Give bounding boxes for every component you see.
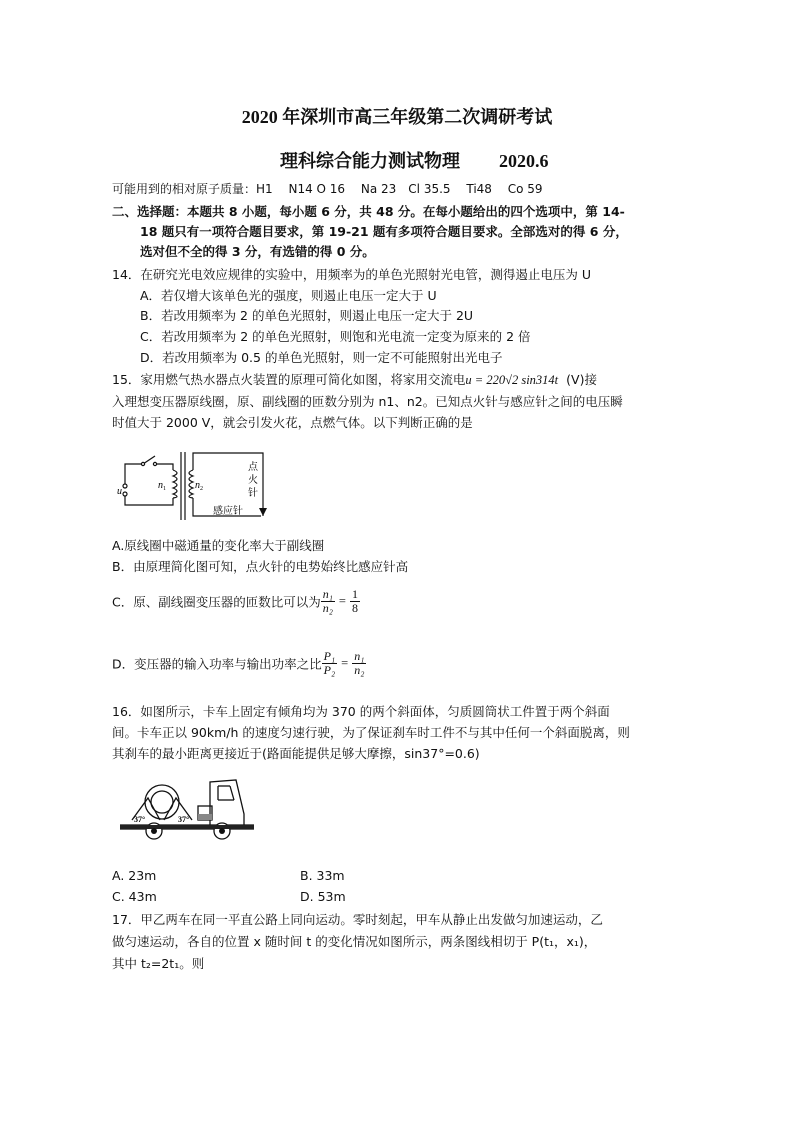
section-instruction-line2: 18 题只有一项符合题目要求，第 19-21 题有多项符合题目要求。全部选对的得 6 分， — [140, 224, 628, 239]
q15-option-d — [112, 650, 366, 677]
q14-stem: 14．在研究光电效应规律的实验中，用频率为的单色光照射光电管，测得遏止电压为 U — [112, 267, 592, 282]
q15-option-c — [112, 588, 360, 615]
q15-option-d-text: D．变压器的输入功率与输出功率之比 — [112, 656, 322, 672]
q15-option-c-equals: = — [338, 594, 346, 608]
section-instruction-line1: 二、选择题：本题共 8 小题，每小题 6 分，共 48 分。在每小题给出的四个选项中，第 14- — [112, 204, 625, 219]
figure-label-ignite-1: 点 — [248, 462, 258, 473]
q16-stem-line2: 间。卡车正以 90km/h 的速度匀速行驶，为了保证刹车时工件不与其中任何一个斜面脱离，则 — [112, 725, 630, 740]
q15-stem-b: (V)接 — [566, 372, 597, 387]
truck-angle-left: 37° — [134, 815, 146, 824]
q17-stem-line3: 其中 t₂=2t₁。则 — [112, 956, 205, 971]
subject-title: 理科综合能力测试物理 — [280, 151, 460, 171]
figure-label-n1-sub: 1 — [163, 486, 166, 492]
atomic-masses: 可能用到的相对原子质量：H1 N14 O 16 Na 23 Cl 35.5 Ti48 Co 59 — [112, 182, 543, 196]
q14-option-b: B．若改用频率为 2 的单色光照射，则遏止电压一定大于 2U — [140, 308, 474, 323]
figure-label-n2: n — [195, 480, 200, 491]
exam-subtitle — [280, 147, 549, 173]
q16-stem-line3: 其刹车的最小距离更接近于(路面能提供足够大摩擦，sin37°=0.6) — [112, 746, 480, 761]
q15-option-d-ratio-right: $\frac{\text{n₁}}{\text{n₂}}$ — [354, 649, 365, 677]
figure-label-ignite-3: 针 — [248, 488, 258, 499]
q17-stem-line2: 做匀速运动，各自的位置 x 随时间 t 的变化情况如图所示，两条图线相切于 P(t₁，x₁)， — [112, 934, 597, 949]
q16-option-b: B. 33m — [300, 868, 345, 883]
q17-stem-line1: 17．甲乙两车在同一平直公路上同向运动。零时刻起，甲车从静止出发做匀加速运动，乙 — [112, 912, 603, 927]
q14-option-c: C．若改用频率为 2 的单色光照射，则饱和光电流一定变为原来的 2 倍 — [140, 329, 531, 344]
q16-option-d: D. 53m — [300, 889, 346, 904]
figure-label-sensor: 感应针 — [213, 506, 243, 517]
section-instruction-line3: 选对但不全的得 3 分，有选错的得 0 分。 — [140, 244, 375, 259]
q15-option-c-ratio-right: $\frac{1}{8}$ — [351, 587, 358, 615]
truck-figure — [118, 770, 258, 842]
q15-formula: u = 220√2 sin314t — [465, 373, 559, 387]
q15-stem-line2: 入理想变压器原线圈，原、副线圈的匝数分别为 n1、n2。已知点火针与感应针之间的电压瞬 — [112, 394, 623, 409]
q15-option-d-equals: = — [341, 656, 349, 670]
q15-stem-line3: 时值大于 2000 V，就会引发火花，点燃气体。以下判断正确的是 — [112, 415, 473, 430]
figure-label-ignite-2: 火 — [248, 475, 258, 486]
q16-stem-line1: 16．如图所示，卡车上固定有倾角均为 370 的两个斜面体，匀质圆筒状工件置于两个斜面 — [112, 704, 610, 719]
q16-option-c: C. 43m — [112, 889, 157, 904]
exam-title: 2020 年深圳市高三年级第二次调研考试 — [241, 107, 553, 127]
figure-label-n1: n — [158, 480, 163, 491]
q15-option-d-ratio-left: $\frac{\text{P₁}}{\text{P₂}}$ — [323, 649, 336, 677]
q15-stem-a: 15．家用燃气热水器点火装置的原理可简化如图，将家用交流电 — [112, 372, 466, 387]
q15-option-c-ratio-left: $\frac{\text{n₁}}{\text{n₂}}$ — [322, 587, 333, 615]
q15-option-a: A.原线圈中磁通量的变化率大于副线圈 — [112, 538, 325, 553]
exam-date: 2020.6 — [499, 151, 549, 171]
truck-angle-right: 37° — [178, 815, 190, 824]
q16-option-a: A. 23m — [112, 868, 157, 883]
q15-option-b: B．由原理简化图可知，点火针的电势始终比感应针高 — [112, 559, 409, 574]
q15-stem-line1 — [112, 370, 597, 388]
q14-option-d: D．若改用频率为 0.5 的单色光照射，则一定不可能照射出光电子 — [140, 350, 503, 365]
figure-label-n2-sub: 2 — [200, 486, 203, 492]
figure-label-u: u — [117, 486, 122, 497]
transformer-circuit-figure — [115, 448, 275, 526]
q14-option-a: A．若仅增大该单色光的强度，则遏止电压一定大于 U — [140, 288, 437, 303]
q15-option-c-text: C．原、副线圈变压器的匝数比可以为 — [112, 594, 321, 610]
